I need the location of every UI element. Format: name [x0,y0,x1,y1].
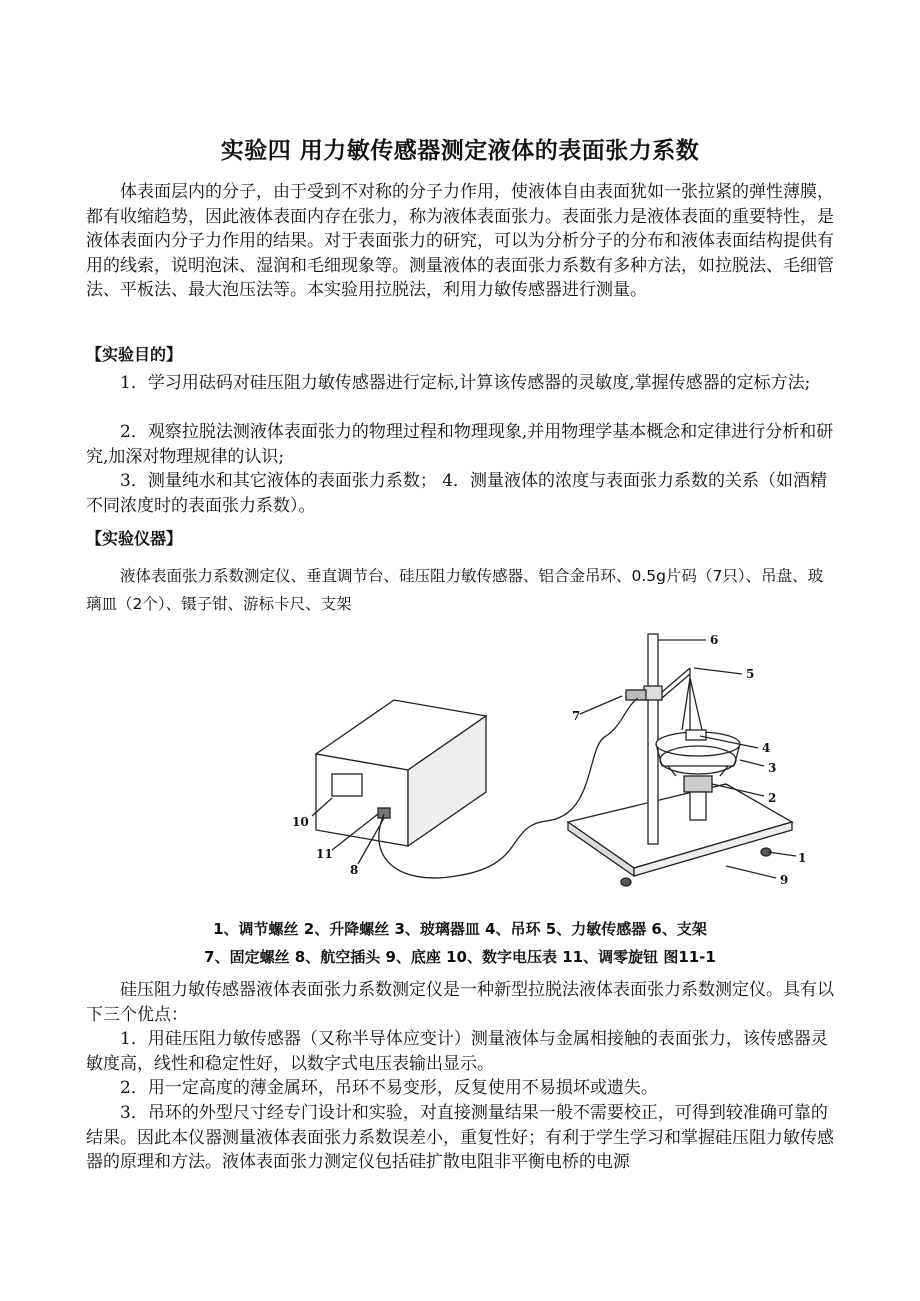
purpose-item: 1．学习用砝码对硅压阻力敏传感器进行定标,计算该传感器的灵敏度,掌握传感器的定标方法; [120,373,811,393]
apparatus-figure [286,626,826,906]
purpose-item: 3．测量纯水和其它液体的表面张力系数； 4．测量液体的浓度与表面张力系数的关系（如酒精不同浓度时的表面张力系数）。 [86,471,828,516]
figure-caption-line1: 1、调节螺丝 2、升降螺丝 3、玻璃器皿 4、吊环 5、力敏传感器 6、支架 [213,920,707,938]
figure-label: 11 [316,847,333,861]
purpose-heading: 【实验目的】 [86,345,183,364]
figure-label: 9 [780,873,789,887]
stand-pole [648,634,658,844]
figure-label: 1 [798,851,807,865]
figure-label: 3 [768,761,777,775]
intro-paragraph: 体表面层内的分子，由于受到不对称的分子力作用，使液体自由表面犹如一张拉紧的弹性薄膜，都有收缩趋势，因此液体表面内存在张力，称为液体表面张力。表面张力是液体表面的重要特性，是液体表面内分子力作用的结果。对于表面张力的研究，可以为分析分子的分布和液体表面结构提供有用的线索，说明泡沫、湿润和毛细现象等。测量液体的表面张力系数有多种方法，如拉脱法、毛细管法、平板法、最大泡压法等。本实验用拉脱法，利用力敏传感器进行测量。 [86,182,834,301]
figure-label: 6 [710,633,719,647]
figure-caption-line2: 7、固定螺丝 8、航空插头 9、底座 10、数字电压表 11、调零旋钮 图11-1 [204,948,716,966]
figure-label: 2 [768,791,777,805]
instruments-list: 液体表面张力系数测定仪、垂直调节台、硅压阻力敏传感器、铝合金吊环、0.5g片码（7只）、吊盘、玻璃皿（2个）、镊子钳、游标卡尺、支架 [86,567,824,613]
advantages-intro: 硅压阻力敏传感器液体表面张力系数测定仪是一种新型拉脱法液体表面张力系数测定仪。具有以下三个优点： [86,980,834,1025]
hanging-ring [686,730,706,740]
figure-label: 10 [292,815,309,829]
figure-label: 7 [572,709,581,723]
apparatus-diagram [286,626,826,906]
purpose-item: 2．观察拉脱法测液体表面张力的物理过程和物理现象,并用物理学基本概念和定律进行分析和研究,加深对物理规律的认识; [86,422,834,467]
advantage-item: 2．用一定高度的薄金属环，吊环不易变形，反复使用不易损坏或遗失。 [120,1078,658,1098]
figure-label: 8 [350,863,359,877]
figure-label: 4 [762,741,771,755]
advantage-item: 3．吊环的外型尺寸经专门设计和实验，对直接测量结果一般不需要校正，可得到较准确可靠的结果。因此本仪器测量液体表面张力系数误差小，重复性好；有利于学生学习和掌握硅压阻力敏传感器的原理和方法。液体表面张力测定仪包括硅扩散电阻非平衡电桥的电源 [86,1103,834,1173]
instruments-heading: 【实验仪器】 [86,529,183,548]
advantage-item: 1．用硅压阻力敏传感器（又称半导体应变计）测量液体与金属相接触的表面张力，该传感器灵敏度高，线性和稳定性好，以数字式电压表输出显示。 [86,1029,828,1074]
figure-label: 5 [746,667,755,681]
lift-screw [684,776,712,792]
page-title: 实验四 用力敏传感器测定液体的表面张力系数 [220,138,700,164]
